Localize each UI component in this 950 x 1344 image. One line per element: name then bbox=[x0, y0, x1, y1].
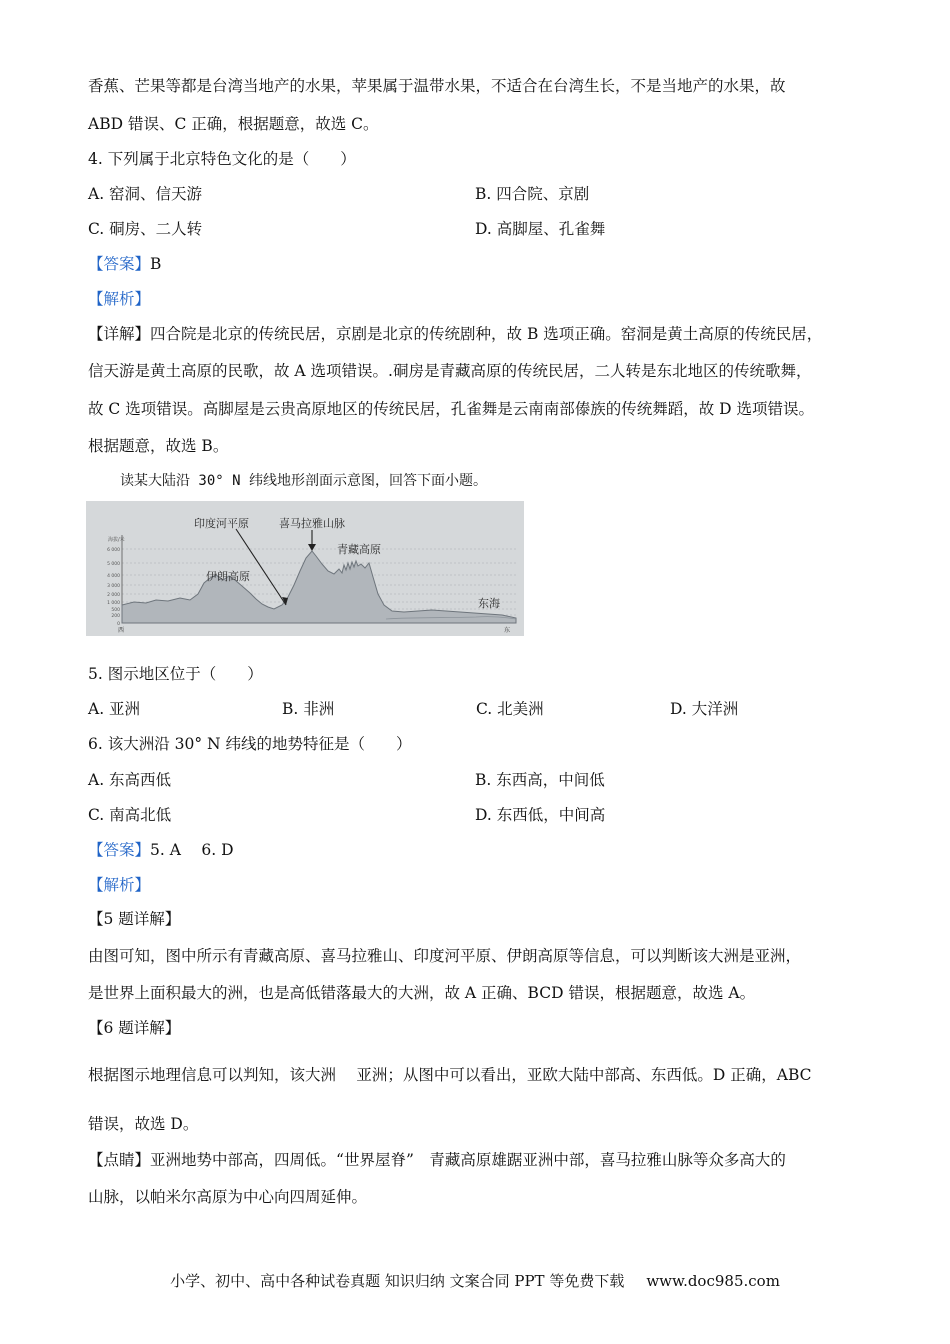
pointer-line-1 bbox=[88, 1150, 786, 1170]
q4-detail-line-3: 故 C 选项错误。高脚屋是云贵高原地区的传统民居，孔雀舞是云南南部傣族的传统舞蹈，故 D 选项错误。 bbox=[88, 400, 814, 418]
q5-detail-tag: 【5 题详解】 bbox=[88, 910, 181, 928]
q4-option-c: C. 硐房、二人转 bbox=[88, 220, 203, 238]
pointer-text: 亚洲地势中部高，四周低。“世界屋脊” 青藏高原雄踞亚洲中部，喜马拉雅山脉等众多高大的 bbox=[150, 1151, 786, 1169]
answer-tag: 【答案】 bbox=[88, 841, 151, 859]
figure-intro: 读某大陆沿 30° N 纬线地形剖面示意图，回答下面小题。 bbox=[120, 473, 487, 489]
y-tick-label: 5 000 bbox=[107, 562, 120, 567]
y-axis-title: 海拔/米 bbox=[108, 537, 125, 543]
answer-value: B bbox=[150, 255, 162, 273]
q4-option-b: B. 四合院、京剧 bbox=[475, 185, 590, 203]
footer-text: 小学、初中、高中各种试卷真题 知识归纳 文案合同 PPT 等免费下载 bbox=[170, 1272, 625, 1290]
q6-option-b: B. 东西高，中间低 bbox=[475, 771, 605, 789]
q5-option-c: C. 北美洲 bbox=[476, 700, 544, 718]
label-himalaya: 喜马拉雅山脉 bbox=[279, 517, 345, 530]
analysis-tag: 【解析】 bbox=[88, 290, 151, 308]
q4-stem: 4. 下列属于北京特色文化的是（ ） bbox=[88, 150, 356, 168]
q6-stem: 6. 该大洲沿 30° N 纬线的地势特征是（ ） bbox=[88, 735, 412, 753]
q4-option-a: A. 窑洞、信天游 bbox=[88, 185, 203, 203]
detail-tag: 【详解】 bbox=[88, 325, 151, 343]
y-tick-label: 3 000 bbox=[107, 584, 120, 589]
detail-text: 四合院是北京的传统民居，京剧是北京的传统剧种，故 B 选项正确。窑洞是黄土高原的传统民居， bbox=[150, 325, 823, 343]
q6-detail-tag: 【6 题详解】 bbox=[88, 1019, 181, 1037]
q4-answer bbox=[88, 254, 161, 274]
q4-analysis-tag bbox=[88, 289, 150, 309]
q6-option-a: A. 东高西低 bbox=[88, 771, 172, 789]
intro-line-2: ABD 错误、C 正确，根据题意，故选 C。 bbox=[88, 115, 379, 133]
q5-option-a: A. 亚洲 bbox=[88, 700, 141, 718]
answer-value: 5. A 6. D bbox=[150, 841, 234, 859]
q5-option-d: D. 大洋洲 bbox=[670, 700, 739, 718]
answer-tag: 【答案】 bbox=[88, 255, 151, 273]
q56-answer bbox=[88, 840, 234, 860]
y-tick-label: 2 000 bbox=[107, 593, 120, 598]
pointer-line-2: 山脉，以帕米尔高原为中心向四周延伸。 bbox=[88, 1188, 368, 1206]
q6-option-d: D. 东西低，中间高 bbox=[475, 806, 606, 824]
q4-detail-line-4: 根据题意，故选 B。 bbox=[88, 437, 229, 455]
q4-detail-line-2: 信天游是黄土高原的民歌，故 A 选项错误。.硐房是青藏高原的传统民居，二人转是东北地区的传统歌舞， bbox=[88, 362, 812, 380]
q5-detail-line-2: 是世界上面积最大的洲，也是高低错落最大的大洲，故 A 正确、BCD 错误，根据题意，故选 A。 bbox=[88, 984, 756, 1002]
footer-site-link[interactable]: www.doc985.com bbox=[646, 1272, 780, 1290]
y-tick-label: 0 bbox=[117, 622, 120, 627]
y-tick-label: 200 bbox=[111, 614, 120, 619]
q6-detail-line-2: 错误，故选 D。 bbox=[88, 1115, 199, 1133]
pointer-tag: 【点睛】 bbox=[88, 1151, 151, 1169]
label-iran-plateau: 伊朗高原 bbox=[206, 570, 250, 583]
q5-stem: 5. 图示地区位于（ ） bbox=[88, 665, 263, 683]
page-footer bbox=[0, 1270, 950, 1291]
label-tibet-plateau: 青藏高原 bbox=[337, 543, 381, 556]
y-tick-label: 1 000 bbox=[107, 601, 120, 606]
y-tick-label: 500 bbox=[111, 608, 120, 613]
label-east-sea: 东海 bbox=[478, 597, 500, 610]
q6-detail-line-1: 根据图示地理信息可以判知，该大洲 亚洲；从图中可以看出，亚欧大陆中部高、东西低。D 正确，ABC bbox=[88, 1066, 812, 1084]
analysis-tag: 【解析】 bbox=[88, 876, 151, 894]
y-tick-label: 6 000 bbox=[107, 548, 120, 553]
q4-option-d: D. 高脚屋、孔雀舞 bbox=[475, 220, 606, 238]
q4-detail-line-1 bbox=[88, 324, 822, 344]
q5-detail-line-1: 由图可知，图中所示有青藏高原、喜马拉雅山、印度河平原、伊朗高原等信息，可以判断该大洲是亚洲， bbox=[88, 947, 802, 965]
label-west: 西 bbox=[118, 627, 125, 634]
q56-analysis-tag bbox=[88, 875, 150, 895]
y-tick-label: 4 000 bbox=[107, 574, 120, 579]
terrain-profile-figure bbox=[86, 501, 524, 636]
q6-option-c: C. 南高北低 bbox=[88, 806, 172, 824]
q5-option-b: B. 非洲 bbox=[282, 700, 335, 718]
label-indus-plain: 印度河平原 bbox=[194, 517, 249, 530]
label-east: 东 bbox=[504, 627, 511, 634]
intro-line-1: 香蕉、芒果等都是台湾当地产的水果，苹果属于温带水果，不适合在台湾生长，不是当地产的水果，故 bbox=[88, 77, 786, 95]
